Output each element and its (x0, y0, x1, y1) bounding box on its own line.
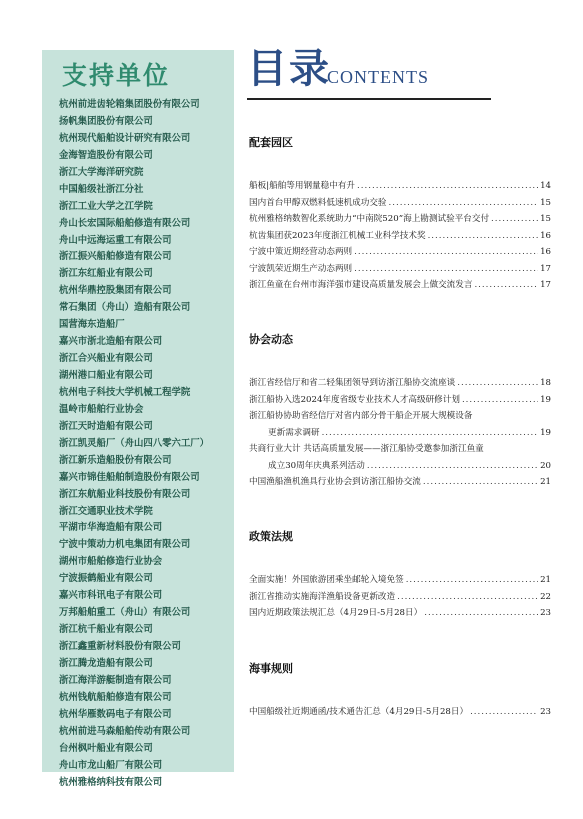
toc-section-title: 海事规则 (249, 662, 293, 675)
sponsor-item: 杭州华鼎控股集团有限公司 (59, 285, 172, 297)
toc-leader-dots (491, 212, 538, 226)
toc-page-number: 22 (540, 591, 551, 602)
toc-leader-dots (354, 245, 538, 259)
toc-entry[interactable] (249, 376, 551, 390)
toc-page-number: 19 (540, 427, 551, 438)
toc-page-number: 23 (540, 608, 551, 618)
toc-leader-dots (423, 475, 538, 489)
toc-entry[interactable] (249, 262, 551, 276)
toc-leader-dots (406, 573, 538, 587)
sponsor-item: 金海智造股份有限公司 (59, 149, 153, 161)
sponsor-item: 舟山市龙山船厂有限公司 (59, 759, 163, 771)
sponsor-item: 浙江杭千船业有限公司 (59, 624, 153, 636)
toc-entry-continuation[interactable] (268, 426, 551, 440)
toc-leader-dots (474, 278, 538, 292)
toc-leader-dots (322, 426, 538, 440)
sponsor-item: 杭州华雁数码电子有限公司 (59, 708, 172, 720)
toc-entry[interactable] (249, 212, 551, 226)
toc-section-title: 配套园区 (249, 136, 293, 149)
toc-entry[interactable] (249, 409, 551, 423)
toc-section-title: 协会动态 (249, 333, 293, 346)
toc-entry[interactable] (249, 442, 551, 456)
toc-entry[interactable] (249, 196, 551, 210)
toc-entry-title: 宁波凯荣近期生产动态两则 (249, 263, 353, 274)
toc-entry-title: 浙江省推动实施海洋渔船设备更新改造 (249, 591, 396, 602)
sponsor-item: 万邦船舶重工（舟山）有限公司 (59, 607, 191, 619)
sponsor-item: 浙江东红船业有限公司 (59, 268, 153, 280)
sidebar-title: 支持单位 (62, 61, 171, 90)
sponsor-item: 宁波中策动力机电集团有限公司 (59, 539, 191, 551)
toc-page-number: 17 (540, 263, 551, 274)
toc-entry-title: 全面实施！外国旅游团乘坐邮轮入境免签 (249, 575, 404, 585)
sponsor-item: 中国船级社浙江分社 (59, 183, 144, 195)
toc-entry-title: 更新需求调研 (268, 427, 320, 438)
toc-leader-dots (470, 705, 538, 719)
toc-entry[interactable] (249, 179, 551, 193)
sponsor-item: 浙江新乐造船股份有限公司 (59, 454, 172, 466)
toc-leader-dots (424, 606, 538, 620)
sponsor-item: 浙江大学海洋研究院 (59, 166, 144, 178)
toc-entry[interactable] (249, 245, 551, 259)
toc-leader-dots (354, 262, 538, 276)
sponsor-item: 浙江腾龙造船有限公司 (59, 657, 153, 669)
sponsor-item: 嘉兴市科讯电子有限公司 (59, 590, 163, 602)
sponsor-list (59, 97, 209, 791)
sponsor-item: 湖州港口船业有限公司 (59, 370, 153, 381)
toc-leader-dots (428, 229, 539, 243)
sponsor-item: 浙江鑫重新材料股份有限公司 (59, 641, 181, 652)
sponsor-sidebar (42, 50, 234, 788)
sponsor-item: 浙江海洋游艇制造有限公司 (59, 674, 172, 686)
toc-leader-dots (389, 196, 539, 210)
toc-page-number: 18 (540, 378, 551, 388)
sponsor-item: 浙江振兴船舶修造有限公司 (59, 251, 172, 263)
toc-page-number: 17 (540, 280, 551, 290)
toc-leader-dots (367, 459, 538, 473)
sponsor-item: 浙江凯灵船厂（舟山四八零六工厂） (59, 437, 210, 449)
sponsor-item: 杭州电子科技大学机械工程学院 (59, 386, 191, 398)
sponsor-item: 舟山中远海运重工有限公司 (59, 234, 172, 246)
toc-entry[interactable] (249, 393, 551, 407)
sponsor-item: 浙江天时造船有限公司 (59, 420, 153, 432)
sponsor-item: 舟山长宏国际船舶修造有限公司 (59, 217, 191, 229)
sponsor-item: 杭州雅格纳科技有限公司 (59, 776, 163, 788)
toc-page-number: 15 (540, 214, 551, 224)
toc-leader-dots (462, 393, 538, 407)
toc-divider (247, 98, 491, 100)
toc-leader-dots (457, 376, 538, 390)
toc-header (247, 44, 491, 104)
sponsor-item: 常石集团（舟山）造船有限公司 (59, 302, 191, 314)
toc-title: 目录 (247, 45, 331, 92)
toc-entry[interactable] (249, 573, 551, 587)
toc-page-number: 19 (540, 394, 551, 405)
toc-entry-title: 国内近期政策法规汇总（4月29日-5月28日） (249, 608, 423, 618)
toc-entry-title: 浙江鱼童在台州市海洋强市建设高质量发展会上做交流发言 (249, 280, 473, 290)
toc-section-title: 政策法规 (249, 530, 293, 543)
sponsor-item: 温岭市船舶行业协会 (59, 403, 144, 415)
sponsor-item: 浙江交通职业技术学院 (59, 505, 153, 517)
sponsor-item: 浙江合兴船业有限公司 (59, 353, 153, 365)
sponsor-item: 浙江工业大学之江学院 (59, 200, 153, 212)
toc-entry-title: 中国船级社近期通函/技术通告汇总（4月29日-5月28日） (249, 707, 469, 717)
sponsor-item: 扬帆集团股份有限公司 (59, 115, 153, 127)
toc-entry[interactable] (249, 606, 551, 620)
sponsor-item: 宁波振鹤船业有限公司 (59, 573, 153, 585)
sponsor-item: 嘉兴市锦佳船舶制造股份有限公司 (59, 471, 200, 483)
toc-page-number: 16 (540, 230, 551, 241)
sponsor-item: 杭州钱航船舶修造有限公司 (59, 691, 172, 703)
toc-entry[interactable] (249, 705, 551, 719)
toc-page-number: 21 (540, 477, 551, 487)
sponsor-item: 湖州市船舶修造行业协会 (59, 556, 163, 568)
toc-entry-continuation[interactable] (268, 459, 551, 473)
toc-entry[interactable] (249, 475, 551, 489)
toc-entry-title: 浙江省经信厅和省二轻集团领导到访浙江船协交流座谈 (249, 378, 456, 388)
toc-entry-title: 杭州雅格纳数智化系统助力“中南院520”海上勘测试验平台交付 (249, 214, 490, 224)
toc-entry[interactable] (249, 590, 551, 604)
sponsor-item: 台州枫叶船业有限公司 (59, 742, 153, 754)
toc-entry-title: 成立30周年庆典系列活动 (268, 460, 365, 471)
toc-entry[interactable] (249, 278, 551, 292)
toc-page-number: 21 (540, 575, 551, 585)
sponsor-item: 杭州前进齿轮箱集团股份有限公司 (59, 99, 200, 110)
toc-entry-title: 杭齿集团获2023年度浙江机械工业科学技术奖 (249, 230, 426, 241)
toc-entry-title: 共商行业大计 共话高质量发展——浙江船协受邀参加浙江鱼童 (249, 444, 484, 454)
toc-leader-dots (357, 179, 538, 193)
sponsor-item: 嘉兴市浙北造船有限公司 (59, 336, 163, 348)
toc-entry[interactable] (249, 229, 551, 243)
toc-entry-title: 宁波中策近期经营动态两则 (249, 247, 353, 257)
toc-subtitle: CONTENTS (327, 67, 429, 87)
toc-page-number: 20 (540, 460, 551, 471)
sponsor-item: 浙江东航船业科技股份有限公司 (59, 488, 191, 500)
toc-page-number: 15 (540, 197, 551, 208)
sponsor-item: 杭州前进马森船舶传动有限公司 (59, 725, 191, 737)
sponsor-item: 国营海东造船厂 (59, 319, 125, 331)
toc-page-number: 23 (540, 707, 551, 717)
toc-entry-title: 国内首台甲醇双燃料低速机成功交验 (249, 197, 387, 208)
toc-entry-title: 浙江船协协助省经信厅对省内部分骨干船企开展大规模设备 (249, 411, 473, 421)
toc-page-number: 16 (540, 247, 551, 257)
sponsor-item: 杭州现代船舶设计研究有限公司 (59, 132, 191, 144)
toc-leader-dots (397, 590, 538, 604)
toc-entry-title: 中国渔船渔机渔具行业协会到访浙江船协交流 (249, 477, 421, 487)
toc-page-number: 14 (540, 181, 551, 191)
toc-entry-title: 船板|船舶等用钢量稳中有升 (249, 181, 356, 191)
sponsor-item: 平湖市华海造船有限公司 (59, 522, 163, 534)
toc-entry-title: 浙江船协入选2024年度省级专业技术人才高级研修计划 (249, 394, 460, 405)
